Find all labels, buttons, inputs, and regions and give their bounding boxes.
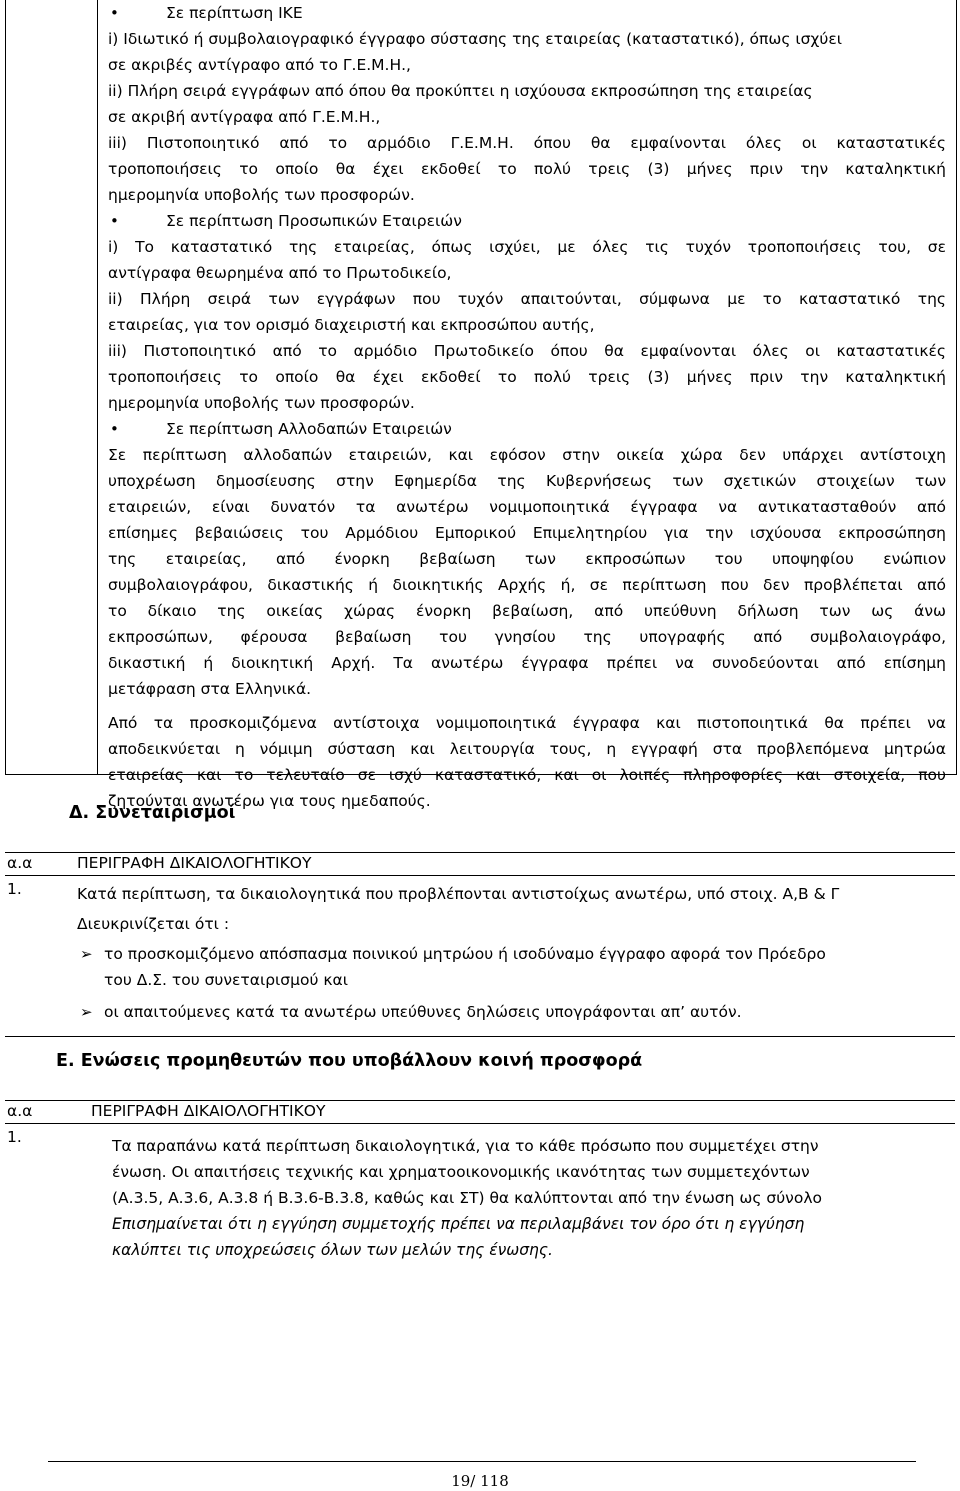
section-e-italic-line: Επισημαίνεται ότι η εγγύηση συμμετοχής πρέπει να περιλαμβάνει τον όρο ότι η εγγύηση <box>112 1215 805 1233</box>
ike-line: ημερομηνία υποβολής των προσφορών. <box>108 186 415 204</box>
section-e-line: ένωση. Οι απαιτήσεις τεχνικής και χρηματοοικονομικής ικανότητας των συμμετεχόντων <box>112 1163 810 1181</box>
foreign-line: Σε περίπτωση αλλοδαπών εταιρειών, και εφόσον στην οικεία χώρα δεν υπάρχει αντίστοιχη <box>108 446 946 464</box>
section-e-table-header <box>5 1100 955 1124</box>
section-c-content <box>108 0 946 814</box>
section-d-heading: Δ. Συνεταιρισμοί <box>69 803 236 823</box>
section-e-heading: Ε. Ενώσεις προμηθευτών που υποβάλλουν κοινή προσφορά <box>56 1051 643 1071</box>
bullet-ike: • Σε περίπτωση ΙΚΕ <box>108 0 946 26</box>
foreign-line: της εταιρείας, από ένορκη βεβαίωση των εκπροσώπων του υποψηφίου ενώπιον <box>108 550 946 568</box>
footer-rule <box>48 1461 916 1462</box>
arrow1-line2: του Δ.Σ. του συνεταιρισμού και <box>104 971 348 989</box>
section-d-clarify: Διευκρινίζεται ότι : <box>77 915 230 933</box>
personal-line: ημερομηνία υποβολής των προσφορών. <box>108 394 415 412</box>
closing-line: ζητούνται ανωτέρω για τους ημεδαπούς. <box>108 792 431 810</box>
closing-line: εταιρείας και το τελευταίο σε ισχύ καταστατικό, και οι λοιπές πληροφορίες και στοιχεία, που <box>108 766 946 784</box>
foreign-line: το δίκαιο της οικείας χώρας ένορκη βεβαίωση, από υπεύθυνη δήλωση των ως άνω <box>108 602 946 620</box>
foreign-line: μετάφραση στα Ελληνικά. <box>108 680 312 698</box>
ike-line: τροποποιήσεις το οποίο θα έχει εκδοθεί το πολύ τρεις (3) μήνες πριν την καταληκτική <box>108 160 946 178</box>
ike-line: σε ακριβή αντίγραφα από Γ.Ε.Μ.Η., <box>108 108 381 126</box>
closing-line: αποδεικνύεται η νόμιμη σύσταση και λειτουργία τους, η εγγραφή στα προβλεπόμενα μητρώα <box>108 740 946 758</box>
arrow1-line1: το προσκομιζόμενο απόσπασμα ποινικού μητρώου ή ισοδύναμο έγγραφο αφορά τον Πρόεδρο <box>104 945 826 963</box>
section-d-table-bottom <box>5 1036 955 1037</box>
foreign-line: υποχρέωση δημοσίευσης στην Εφημερίδα της Κυβερνήσεως των σχετικών στοιχείων των <box>108 472 946 490</box>
section-e-italic-line: καλύπτει τις υποχρεώσεις όλων των μελών της ένωσης. <box>112 1241 553 1259</box>
foreign-line: εκπροσώπων, φέρουσα βεβαίωση του γνησίου της υπογραφής από συμβολαιογράφο, <box>108 628 946 646</box>
arrow-bullet-icon: ➢ <box>80 1003 93 1021</box>
page-number: 19/ 118 <box>451 1472 509 1490</box>
ike-line: ii) Πλήρη σειρά εγγράφων από όπου θα προκύπτει η ισχύουσα εκπροσώπηση της εταιρείας <box>108 82 813 100</box>
section-d-table-header <box>5 852 955 876</box>
personal-line: ii) Πλήρη σειρά των εγγράφων που τυχόν απαιτούνται, σύμφωνα με το καταστατικό της <box>108 290 946 308</box>
col-description: ΠΕΡΙΓΡΑΦΗ ΔΙΚΑΙΟΛΟΓΗΤΙΚΟΥ <box>77 854 312 872</box>
ike-line: i) Ιδιωτικό ή συμβολαιογραφικό έγγραφο σύστασης της εταιρείας (καταστατικό), όπως ισχύει <box>108 30 842 48</box>
personal-line: i) Το καταστατικό της εταιρείας, όπως ισχύει, με όλες τις τυχόν τροποποιήσεις του, σε <box>108 238 946 256</box>
ike-line: σε ακριβές αντίγραφο από το Γ.Ε.Μ.Η., <box>108 56 411 74</box>
foreign-line: δικαστική ή διοικητική Αρχή. Τα ανωτέρω έγγραφα πρέπει να συνοδεύονται από επίσημη <box>108 654 946 672</box>
arrow-bullet-icon: ➢ <box>80 945 93 963</box>
bullet-foreign: • Σε περίπτωση Αλλοδαπών Εταιρειών <box>108 416 946 442</box>
personal-line: iii) Πιστοποιητικό από το αρμόδιο Πρωτοδικείο όπου θα εμφαίνονται όλες οι καταστατικές <box>108 342 946 360</box>
bullet-personal: • Σε περίπτωση Προσωπικών Εταιρειών <box>108 208 946 234</box>
row-number: 1. <box>7 880 22 898</box>
section-e-row-text <box>112 1133 822 1263</box>
foreign-line: συμβολαιογράφου, δικαστικής ή διοικητικής Αρχής ή, σε περίπτωση που δεν προβλέπεται από <box>108 576 946 594</box>
foreign-line: επίσημες βεβαιώσεις του Αρμόδιου Εμπορικού Επιμελητηρίου για την ισχύουσα εκπροσώπηση <box>108 524 946 542</box>
personal-line: αντίγραφα θεωρημένα από το Πρωτοδικείο, <box>108 264 452 282</box>
col-aa: α.α <box>7 854 33 872</box>
section-e-line: Τα παραπάνω κατά περίπτωση δικαιολογητικά, για το κάθε πρόσωπο που συμμετέχει στην <box>112 1137 819 1155</box>
closing-line: Από τα προσκομιζόμενα αντίστοιχα νομιμοποιητικά έγγραφα και πιστοποιητικά θα πρέπει να <box>108 714 946 732</box>
col-aa: α.α <box>7 1102 33 1120</box>
section-e-line: (Α.3.5, Α.3.6, Α.3.8 ή Β.3.6-Β.3.8, καθώς και ΣΤ) θα καλύπτονται από την ένωση ως σύνολο <box>112 1189 822 1207</box>
arrow2-line: οι απαιτούμενες κατά τα ανωτέρω υπεύθυνες δηλώσεις υπογράφονται απ’ αυτόν. <box>104 1003 742 1021</box>
row-number: 1. <box>7 1128 22 1146</box>
ike-line: iii) Πιστοποιητικό από το αρμόδιο Γ.Ε.Μ.Η. όπου θα εμφαίνονται όλες οι καταστατικές <box>108 134 946 152</box>
personal-line: εταιρείας, για τον ορισμό διαχειριστή και εκπροσώπου αυτής, <box>108 316 595 334</box>
personal-line: τροποποιήσεις το οποίο θα έχει εκδοθεί το πολύ τρεις (3) μήνες πριν την καταληκτική <box>108 368 946 386</box>
foreign-line: εταιρειών, είναι δυνατόν τα ανωτέρω νομιμοποιητικά έγγραφα να αντικατασταθούν από <box>108 498 946 516</box>
section-d-row-text: Κατά περίπτωση, τα δικαιολογητικά που προβλέπονται αντιστοίχως ανωτέρω, υπό στοιχ. Α,Β & Γ <box>77 885 840 903</box>
col-description: ΠΕΡΙΓΡΑΦΗ ΔΙΚΑΙΟΛΟΓΗΤΙΚΟΥ <box>91 1102 326 1120</box>
